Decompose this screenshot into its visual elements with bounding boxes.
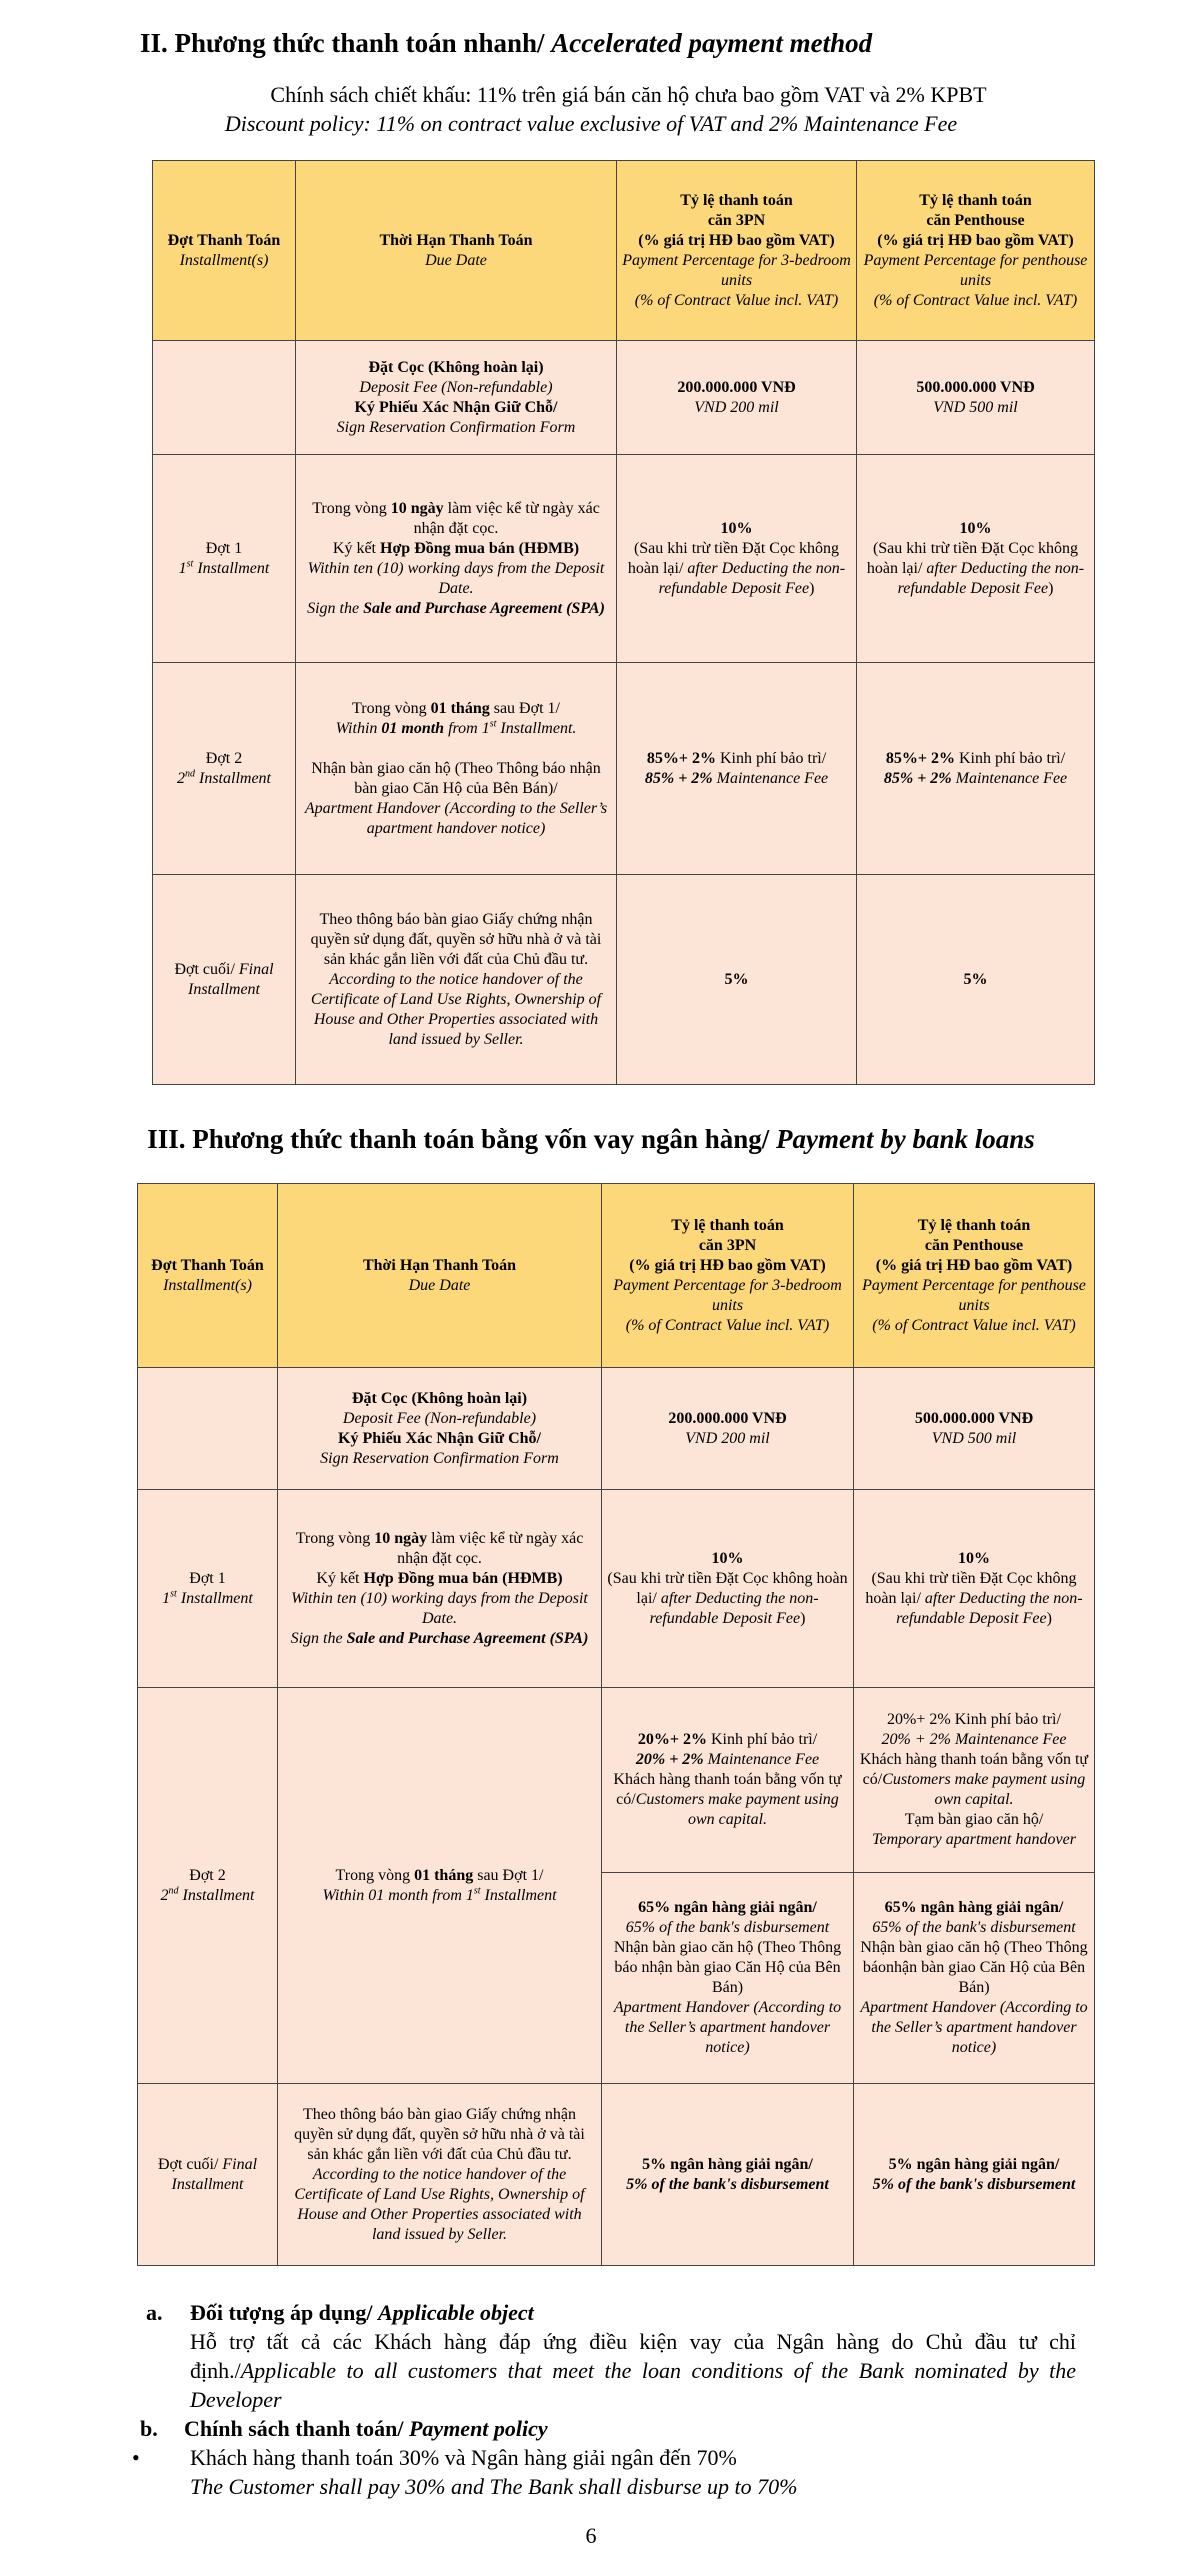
final-3pn-cell: 5%	[617, 875, 857, 1085]
final-3pn-cell: 5% ngân hàng giải ngân/ 5% of the bank's disbursement	[602, 2084, 854, 2266]
final-penthouse-cell: 5% ngân hàng giải ngân/ 5% of the bank's disbursement	[854, 2084, 1095, 2266]
table-row	[138, 2084, 1095, 2266]
bank-loan-payment-table	[137, 1183, 1095, 2266]
header-penthouse: Tỷ lệ thanh toán căn Penthouse (% giá trị HĐ bao gồm VAT) Payment Percentage for penthouse units (% of Contract Value incl. VAT)	[854, 1184, 1095, 1368]
inst2-label-cell: Đợt 2 2nd Installment	[138, 1688, 278, 2084]
header-3pn: Tỷ lệ thanh toán căn 3PN (% giá trị HĐ bao gồm VAT) Payment Percentage for 3-bedroom units (% of Contract Value incl. VAT)	[617, 161, 857, 341]
header-penthouse: Tỷ lệ thanh toán căn Penthouse (% giá trị HĐ bao gồm VAT) Payment Percentage for penthouse units (% of Contract Value incl. VAT)	[857, 161, 1095, 341]
table-header-row	[153, 161, 1095, 341]
deposit-penthouse-cell: 500.000.000 VNĐ VND 500 mil	[857, 341, 1095, 455]
deposit-installment-cell	[153, 341, 296, 455]
deposit-installment-cell	[138, 1368, 278, 1490]
inst2-due-cell: Trong vòng 01 tháng sau Đợt 1/ Within 01 month from 1st Installment	[278, 1688, 602, 2084]
inst2-3pn-bank: 65% ngân hàng giải ngân/ 65% of the bank's disbursement Nhận bàn giao căn hộ (Theo Thông báo nhận bàn giao Căn Hộ của Bên Bán) Apartment Handover (According to the Seller’s apartment handover notice)	[613, 1898, 842, 2056]
note-b-heading: b. Chính sách thanh toán/ Payment policy	[140, 2416, 548, 2441]
table-row	[153, 341, 1095, 455]
final-penthouse-cell: 5%	[857, 875, 1095, 1085]
header-due-date: Thời Hạn Thanh Toán Due Date	[278, 1184, 602, 1368]
final-due-cell: Theo thông báo bàn giao Giấy chứng nhận quyền sử dụng đất, quyền sở hữu nhà ở và tài sản khác gắn liền với đất của Chủ đầu tư. According to the notice handover of the Certificate of Land Use Rights, Ownership of House and Other Properties associated with land issued by Seller.	[278, 2084, 602, 2266]
header-due-date: Thời Hạn Thanh Toán Due Date	[296, 161, 617, 341]
header-3pn: Tỷ lệ thanh toán căn 3PN (% giá trị HĐ bao gồm VAT) Payment Percentage for 3-bedroom units (% of Contract Value incl. VAT)	[602, 1184, 854, 1368]
deposit-3pn-cell: 200.000.000 VNĐ VND 200 mil	[602, 1368, 854, 1490]
inst1-label-cell: Đợt 1 1st Installment	[153, 455, 296, 663]
table-row	[138, 1688, 1095, 2084]
inst1-penthouse-cell: 10% (Sau khi trừ tiền Đặt Cọc không hoàn lại/ after Deducting the non-refundable Deposit Fee)	[854, 1490, 1095, 1688]
inst2-3pn-cell: 85%+ 2% Kinh phí bảo trì/ 85% + 2% Maintenance Fee	[617, 663, 857, 875]
discount-policy	[0, 80, 1182, 138]
table-header-row	[138, 1184, 1095, 1368]
section3-title-en: Payment by bank loans	[776, 1124, 1035, 1154]
inst1-3pn-cell: 10% (Sau khi trừ tiền Đặt Cọc không hoàn lại/ after Deducting the non-refundable Deposit Fee)	[602, 1490, 854, 1688]
note-a-body: Hỗ trợ tất cả các Khách hàng đáp ứng điều kiện vay của Ngân hàng do Chủ đầu tư chỉ định./Applicable to all customers that meet the loan conditions of the Bank nominated by the Developer	[190, 2329, 1076, 2412]
header-installment: Đợt Thanh Toán Installment(s)	[138, 1184, 278, 1368]
deposit-3pn-cell: 200.000.000 VNĐ VND 200 mil	[617, 341, 857, 455]
final-due-cell: Theo thông báo bàn giao Giấy chứng nhận quyền sử dụng đất, quyền sở hữu nhà ở và tài sản khác gắn liền với đất của Chủ đầu tư. According to the notice handover of the Certificate of Land Use Rights, Ownership of House and Other Properties associated with land issued by Seller.	[296, 875, 617, 1085]
inst2-penthouse-cell: 85%+ 2% Kinh phí bảo trì/ 85% + 2% Maintenance Fee	[857, 663, 1095, 875]
section3-title	[0, 1124, 1182, 1155]
inst2-due-cell: Trong vòng 01 tháng sau Đợt 1/ Within 01 month from 1st Installment. Nhận bàn giao căn hộ (Theo Thông báo nhận bàn giao Căn Hộ của Bên Bán)/ Apartment Handover (According to the Seller’s apartment handover notice)	[296, 663, 617, 875]
inst2-penthouse-own-capital: 20%+ 2% Kinh phí bảo trì/ 20% + 2% Maintenance Fee Khách hàng thanh toán bằng vốn tự có/Customers make payment using own capital. Tạm bàn giao căn hộ/ Temporary apartment handover	[854, 1689, 1094, 1873]
accelerated-payment-table	[152, 160, 1095, 1085]
header-installment: Đợt Thanh Toán Installment(s)	[153, 161, 296, 341]
inst2-3pn-own-capital: 20%+ 2% Kinh phí bảo trì/ 20% + 2% Maintenance Fee Khách hàng thanh toán bằng vốn tự có/Customers make payment using own capital.	[602, 1689, 853, 1873]
section2-title-en: Accelerated payment method	[551, 28, 873, 58]
discount-policy-en: Discount policy: 11% on contract value exclusive of VAT and 2% Maintenance Fee	[224, 111, 958, 136]
table-row	[153, 455, 1095, 663]
note-a-heading: a. Đối tượng áp dụng/ Applicable object	[146, 2300, 534, 2325]
final-label-cell: Đợt cuối/ Final Installment	[153, 875, 296, 1085]
inst2-label-cell: Đợt 2 2nd Installment	[153, 663, 296, 875]
inst2-3pn-cell	[602, 1688, 854, 2084]
inst2-penthouse-bank: 65% ngân hàng giải ngân/ 65% of the bank's disbursement Nhận bàn giao căn hộ (Theo Thông báonhận bàn giao Căn Hộ của Bên Bán) Apartment Handover (According to the Seller’s apartment handover notice)	[860, 1898, 1088, 2056]
inst1-penthouse-cell: 10% (Sau khi trừ tiền Đặt Cọc không hoàn lại/ after Deducting the non-refundable Deposit Fee)	[857, 455, 1095, 663]
deposit-penthouse-cell: 500.000.000 VNĐ VND 500 mil	[854, 1368, 1095, 1490]
inst2-penthouse-cell	[854, 1688, 1095, 2084]
table-row	[138, 1490, 1095, 1688]
inst1-3pn-cell: 10% (Sau khi trừ tiền Đặt Cọc không hoàn lại/ after Deducting the non-refundable Deposit Fee)	[617, 455, 857, 663]
inst1-due-cell: Trong vòng 10 ngày làm việc kể từ ngày xác nhận đặt cọc. Ký kết Hợp Đồng mua bán (HĐMB) Within ten (10) working days from the Deposit Date. Sign the Sale and Purchase Agreement (SPA)	[278, 1490, 602, 1688]
inst1-label-cell: Đợt 1 1st Installment	[138, 1490, 278, 1688]
section3-title-vi: III. Phương thức thanh toán bằng vốn vay ngân hàng/	[147, 1124, 777, 1154]
section2-title	[140, 28, 872, 59]
bullet-icon: •	[132, 2445, 140, 2470]
loan-notes	[132, 2298, 1076, 2501]
note-b-bullet: • Khách hàng thanh toán 30% và Ngân hàng giải ngân đến 70% The Customer shall pay 30% and The Bank shall disburse up to 70%	[132, 2445, 798, 2499]
table-row	[138, 1368, 1095, 1490]
deposit-due-cell: Đặt Cọc (Không hoàn lại) Deposit Fee (Non-refundable) Ký Phiếu Xác Nhận Giữ Chỗ/ Sign Reservation Confirmation Form	[296, 341, 617, 455]
deposit-due-cell: Đặt Cọc (Không hoàn lại) Deposit Fee (Non-refundable) Ký Phiếu Xác Nhận Giữ Chỗ/ Sign Reservation Confirmation Form	[278, 1368, 602, 1490]
inst1-due-cell: Trong vòng 10 ngày làm việc kể từ ngày xác nhận đặt cọc. Ký kết Hợp Đồng mua bán (HĐMB) Within ten (10) working days from the Deposit Date. Sign the Sale and Purchase Agreement (SPA)	[296, 455, 617, 663]
table-row	[153, 875, 1095, 1085]
page-number: 6	[585, 2523, 597, 2548]
table-row	[153, 663, 1095, 875]
section2-title-vi: II. Phương thức thanh toán nhanh/	[140, 28, 552, 58]
final-label-cell: Đợt cuối/ Final Installment	[138, 2084, 278, 2266]
discount-policy-vi: Chính sách chiết khấu: 11% trên giá bán căn hộ chưa bao gồm VAT và 2% KPBT	[270, 82, 987, 107]
